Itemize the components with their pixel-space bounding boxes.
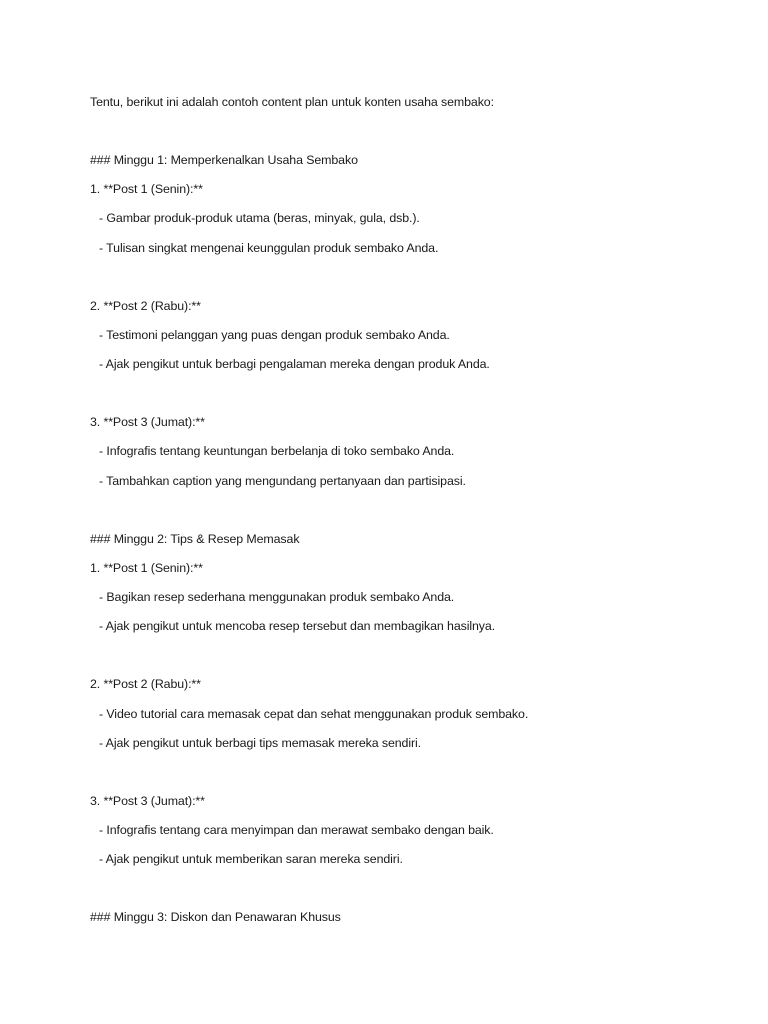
week2-post2-bullet: - Ajak pengikut untuk berbagi tips memasak mereka sendiri. [99,736,422,750]
week2-post3-title: 3. **Post 3 (Jumat):** [90,794,205,808]
week1-post2-title: 2. **Post 2 (Rabu):** [90,299,201,313]
week1-post3-bullet: - Infografis tentang keuntungan berbelanja di toko sembako Anda. [99,444,455,458]
intro-paragraph: Tentu, berikut ini adalah contoh content plan untuk konten usaha sembako: [90,95,494,109]
week1-heading: ### Minggu 1: Memperkenalkan Usaha Sembako [90,153,358,167]
week2-post3-bullet: - Ajak pengikut untuk memberikan saran mereka sendiri. [99,852,403,866]
week2-post1-title: 1. **Post 1 (Senin):** [90,561,203,575]
week2-heading: ### Minggu 2: Tips & Resep Memasak [90,532,300,546]
week1-post2-bullet: - Testimoni pelanggan yang puas dengan produk sembako Anda. [99,328,450,342]
week1-post3-title: 3. **Post 3 (Jumat):** [90,415,205,429]
week2-post1-bullet: - Bagikan resep sederhana menggunakan produk sembako Anda. [99,590,455,604]
week3-heading: ### Minggu 3: Diskon dan Penawaran Khusus [90,910,341,924]
week2-post2-bullet: - Video tutorial cara memasak cepat dan sehat menggunakan produk sembako. [99,707,529,721]
week1-post1-bullet: - Tulisan singkat mengenai keunggulan produk sembako Anda. [99,241,439,255]
week1-post3-bullet: - Tambahkan caption yang mengundang pertanyaan dan partisipasi. [99,474,466,488]
week1-post2-bullet: - Ajak pengikut untuk berbagi pengalaman mereka dengan produk Anda. [99,357,490,371]
week2-post1-bullet: - Ajak pengikut untuk mencoba resep tersebut dan membagikan hasilnya. [99,619,496,633]
week1-post1-bullet: - Gambar produk-produk utama (beras, minyak, gula, dsb.). [99,211,420,225]
week2-post3-bullet: - Infografis tentang cara menyimpan dan merawat sembako dengan baik. [99,823,494,837]
week2-post2-title: 2. **Post 2 (Rabu):** [90,677,201,691]
week1-post1-title: 1. **Post 1 (Senin):** [90,182,203,196]
